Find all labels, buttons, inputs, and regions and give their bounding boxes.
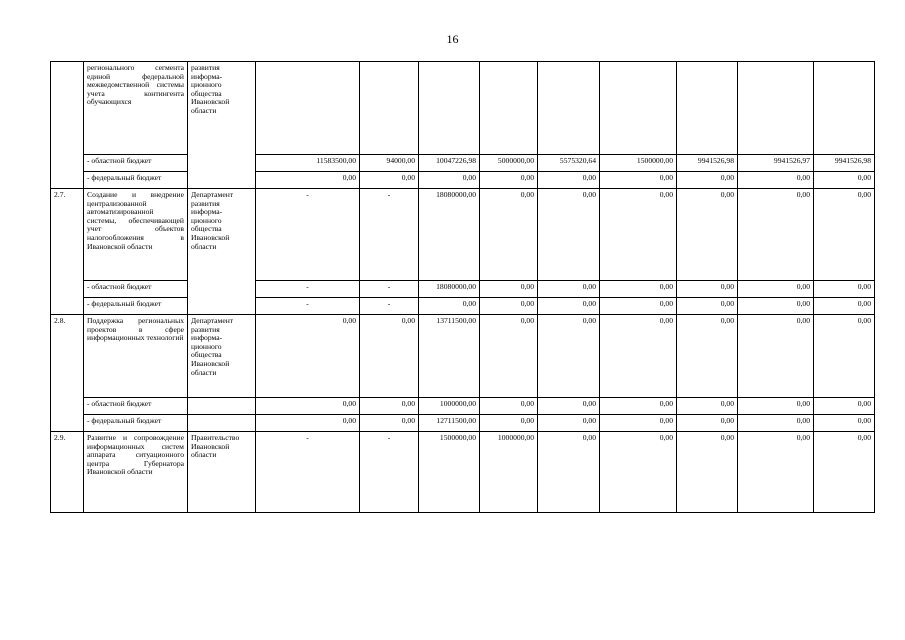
row-number-cell: 2.8. <box>51 315 84 432</box>
value-cell: 0,00 <box>256 415 360 432</box>
funding-source-label: - областной бюджет <box>84 155 188 172</box>
table-row <box>51 432 875 513</box>
value-cell: 94000,00 <box>360 155 419 172</box>
value-cell: 0,00 <box>738 172 814 189</box>
value-cell: 0,00 <box>480 315 538 398</box>
measure-name-cell: Поддержка региональных проектов в сфере информационных технологий <box>84 315 188 398</box>
value-cell: 0,00 <box>256 398 360 415</box>
value-cell: 0,00 <box>538 315 600 398</box>
value-cell: - <box>360 189 419 281</box>
value-cell: 11583500,00 <box>256 155 360 172</box>
value-cell: 0,00 <box>480 189 538 281</box>
table-row <box>51 155 875 172</box>
value-cell: 18080000,00 <box>419 281 480 298</box>
funding-source-label: - областной бюджет <box>84 281 188 298</box>
value-cell: 0,00 <box>677 189 738 281</box>
row-number-cell <box>51 62 84 189</box>
value-cell: 0,00 <box>677 398 738 415</box>
value-cell: 0,00 <box>480 415 538 432</box>
value-cell: 0,00 <box>600 415 677 432</box>
value-cell: 0,00 <box>814 415 875 432</box>
funding-source-label: - областной бюджет <box>84 398 188 415</box>
value-cell: 18080000,00 <box>419 189 480 281</box>
page-number: 16 <box>446 32 459 46</box>
executor-cell: Департамент развития информа-ционного общества Ивановской области <box>188 315 256 398</box>
value-cell: 0,00 <box>360 415 419 432</box>
executor-cell: Правительство Ивановской области <box>188 432 256 513</box>
funding-source-label: - федеральный бюджет <box>84 172 188 189</box>
value-cell: 0,00 <box>738 398 814 415</box>
value-cell: 1000000,00 <box>480 432 538 513</box>
measure-name-cell: регионального сегмента единой федеральной межведомственной системы учета контингента обучающихся <box>84 62 188 155</box>
budget-table <box>50 61 875 513</box>
value-cell <box>419 62 480 155</box>
table-row <box>51 298 875 315</box>
table-row <box>51 281 875 298</box>
table-row <box>51 189 875 281</box>
value-cell: 0,00 <box>538 281 600 298</box>
value-cell: 0,00 <box>814 172 875 189</box>
executor-cell: Департамент развития информа-ционного общества Ивановской области <box>188 189 256 315</box>
value-cell: 0,00 <box>538 398 600 415</box>
value-cell: 0,00 <box>600 432 677 513</box>
value-cell: 0,00 <box>814 281 875 298</box>
table-row <box>51 415 875 432</box>
value-cell: 0,00 <box>600 298 677 315</box>
value-cell <box>600 62 677 155</box>
value-cell: 0,00 <box>480 281 538 298</box>
value-cell: 9941526,98 <box>814 155 875 172</box>
value-cell: 0,00 <box>677 281 738 298</box>
value-cell: 0,00 <box>600 315 677 398</box>
row-number-cell: 2.9. <box>51 432 84 513</box>
value-cell: 0,00 <box>814 432 875 513</box>
value-cell <box>360 62 419 155</box>
value-cell: 0,00 <box>538 189 600 281</box>
value-cell: - <box>360 281 419 298</box>
table-row <box>51 315 875 398</box>
value-cell: 0,00 <box>538 172 600 189</box>
value-cell: 0,00 <box>538 432 600 513</box>
value-cell: 0,00 <box>677 315 738 398</box>
value-cell: 0,00 <box>677 432 738 513</box>
value-cell: 9941526,97 <box>738 155 814 172</box>
value-cell: 9941526,98 <box>677 155 738 172</box>
value-cell: 0,00 <box>738 281 814 298</box>
value-cell: 0,00 <box>360 172 419 189</box>
row-number-cell: 2.7. <box>51 189 84 315</box>
value-cell <box>538 62 600 155</box>
value-cell: 0,00 <box>677 298 738 315</box>
value-cell: - <box>256 432 360 513</box>
value-cell: 5000000,00 <box>480 155 538 172</box>
value-cell <box>814 62 875 155</box>
value-cell: 0,00 <box>419 172 480 189</box>
value-cell: 10047226,98 <box>419 155 480 172</box>
value-cell: 0,00 <box>738 298 814 315</box>
value-cell <box>256 62 360 155</box>
value-cell: 0,00 <box>480 298 538 315</box>
value-cell: 0,00 <box>256 315 360 398</box>
value-cell <box>677 62 738 155</box>
value-cell: 0,00 <box>738 189 814 281</box>
value-cell: 0,00 <box>360 315 419 398</box>
value-cell: 1000000,00 <box>419 398 480 415</box>
value-cell: 0,00 <box>738 415 814 432</box>
table-row <box>51 62 875 155</box>
value-cell: 0,00 <box>256 172 360 189</box>
value-cell: 0,00 <box>814 398 875 415</box>
value-cell: 0,00 <box>814 315 875 398</box>
value-cell: 0,00 <box>538 415 600 432</box>
value-cell: - <box>360 432 419 513</box>
value-cell: 0,00 <box>677 415 738 432</box>
value-cell <box>738 62 814 155</box>
value-cell: 1500000,00 <box>600 155 677 172</box>
measure-name-cell: Развитие и сопровождение информационных систем аппарата ситуационного центра Губернатора Ивановской области <box>84 432 188 513</box>
value-cell: 0,00 <box>738 315 814 398</box>
funding-source-label: - федеральный бюджет <box>84 415 188 432</box>
value-cell: 1500000,00 <box>419 432 480 513</box>
value-cell: 0,00 <box>480 398 538 415</box>
value-cell: 0,00 <box>600 189 677 281</box>
table-row <box>51 398 875 415</box>
value-cell: 0,00 <box>600 172 677 189</box>
value-cell: - <box>256 298 360 315</box>
value-cell: 0,00 <box>738 432 814 513</box>
value-cell: 0,00 <box>600 398 677 415</box>
value-cell: 0,00 <box>360 398 419 415</box>
table-row <box>51 172 875 189</box>
value-cell: 0,00 <box>814 298 875 315</box>
funding-source-label: - федеральный бюджет <box>84 298 188 315</box>
executor-cell <box>188 415 256 432</box>
value-cell: 0,00 <box>538 298 600 315</box>
value-cell: 0,00 <box>600 281 677 298</box>
value-cell: 5575320,64 <box>538 155 600 172</box>
value-cell: 0,00 <box>480 172 538 189</box>
value-cell: 12711500,00 <box>419 415 480 432</box>
value-cell: - <box>256 189 360 281</box>
value-cell: 0,00 <box>677 172 738 189</box>
executor-cell <box>188 398 256 415</box>
value-cell: - <box>360 298 419 315</box>
value-cell: 0,00 <box>814 189 875 281</box>
value-cell: 0,00 <box>419 298 480 315</box>
measure-name-cell: Создание и внедрение централизованной автоматизированной системы, обеспечивающей учет объектов налогообложения в Ивановской области <box>84 189 188 281</box>
value-cell: 13711500,00 <box>419 315 480 398</box>
executor-cell: развития информа-ционного общества Ивановской области <box>188 62 256 189</box>
value-cell <box>480 62 538 155</box>
value-cell: - <box>256 281 360 298</box>
